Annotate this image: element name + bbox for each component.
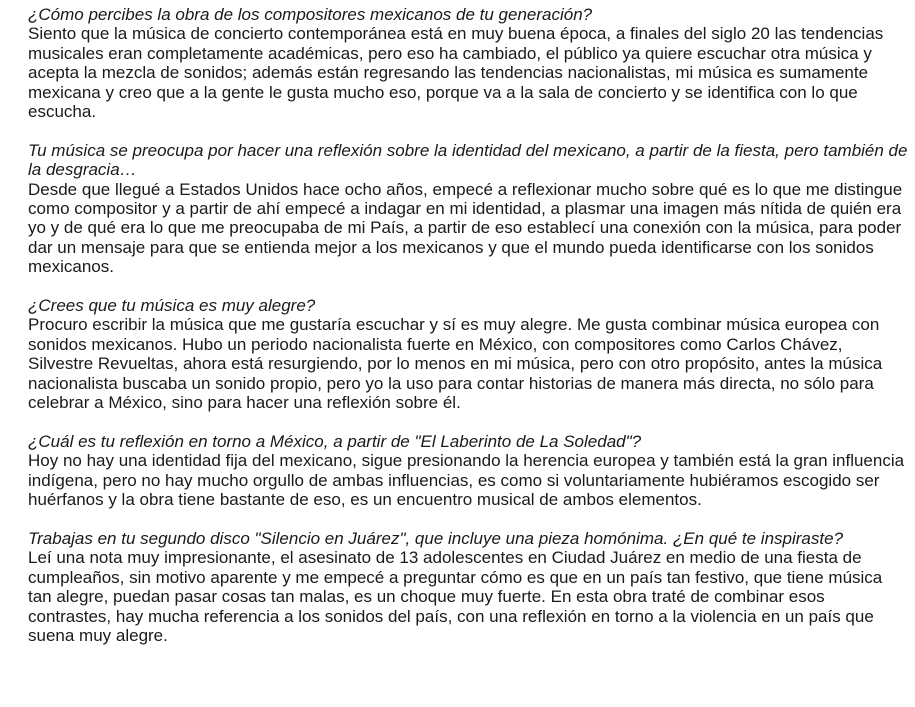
qa-block-2 [28,141,908,277]
answer-3: Procuro escribir la música que me gustaría escuchar y sí es muy alegre. Me gusta combinar música europea con sonidos mexicanos. Hubo un periodo nacionalista fuerte en México, con compositores como Carlos Chávez, Silvestre Revueltas, ahora está resurgiendo, por lo menos en mi música, pero con otro propósito, antes la música nacionalista buscaba un sonido propio, pero yo la uso para contar historias de manera más directa, no sólo para celebrar a México, sino para hacer una reflexión sobre él. [28,315,883,413]
question-2: Tu música se preocupa por hacer una reflexión sobre la identidad del mexicano, a partir de la fiesta, pero también de la desgracia… [28,140,908,180]
question-5: Trabajas en tu segundo disco "Silencio en Juárez", que incluye una pieza homónima. ¿En qué te inspiraste? [28,528,844,548]
qa-block-4 [28,432,908,510]
answer-5: Leí una nota muy impresionante, el asesinato de 13 adolescentes en Ciudad Juárez en medio de una fiesta de cumpleaños, sin motivo aparente y me empecé a preguntar cómo es que en un país tan festivo, que tiene música tan alegre, puedan pasar cosas tan malas, es un choque muy fuerte. En esta obra traté de combinar esos contrastes, hay mucha referencia a los sonidos del país, con una reflexión en torno a la violencia en un país que suena muy alegre. [28,548,883,645]
answer-2: Desde que llegué a Estados Unidos hace ocho años, empecé a reflexionar mucho sobre qué es lo que me distingue como compositor y a partir de ahí empecé a indagar en mi identidad, a plasmar una imagen más nítida de quién era yo y de qué era lo que me preocupaba de mi País, a partir de eso establecí una conexión con la música, para poder dar un mensaje para que se entienda mejor a los mexicanos y que el mundo pueda identificarse con los sonidos mexicanos. [28,179,903,277]
interview-article [28,5,908,665]
answer-1: Siento que la música de concierto contemporánea está en muy buena época, a finales del siglo 20 las tendencias musicales eran completamente académicas, pero eso ha cambiado, el público ya quiere escuchar otra música y acepta la mezcla de sonidos; además están regresando las tendencias nacionalistas, mi música es sumamente mexicana y creo que a la gente le gusta mucho eso, porque va a la sala de concierto y se identifica con lo que escucha. [28,24,884,122]
question-4: ¿Cuál es tu reflexión en torno a México, a partir de "El Laberinto de La Soledad"? [28,431,642,451]
qa-block-1 [28,5,908,121]
question-3: ¿Crees que tu música es muy alegre? [28,296,316,316]
question-1: ¿Cómo percibes la obra de los compositores mexicanos de tu generación? [28,5,593,24]
answer-4: Hoy no hay una identidad fija del mexicano, sigue presionando la herencia europea y también está la gran influencia indígena, pero no hay mucho orgullo de ambas influencias, es como si voluntariamente hubiéramos escogido ser huérfanos y la obra tiene bastante de eso, es un encuentro musical de ambos elementos. [28,451,905,510]
qa-block-3 [28,296,908,412]
qa-block-5 [28,529,908,645]
